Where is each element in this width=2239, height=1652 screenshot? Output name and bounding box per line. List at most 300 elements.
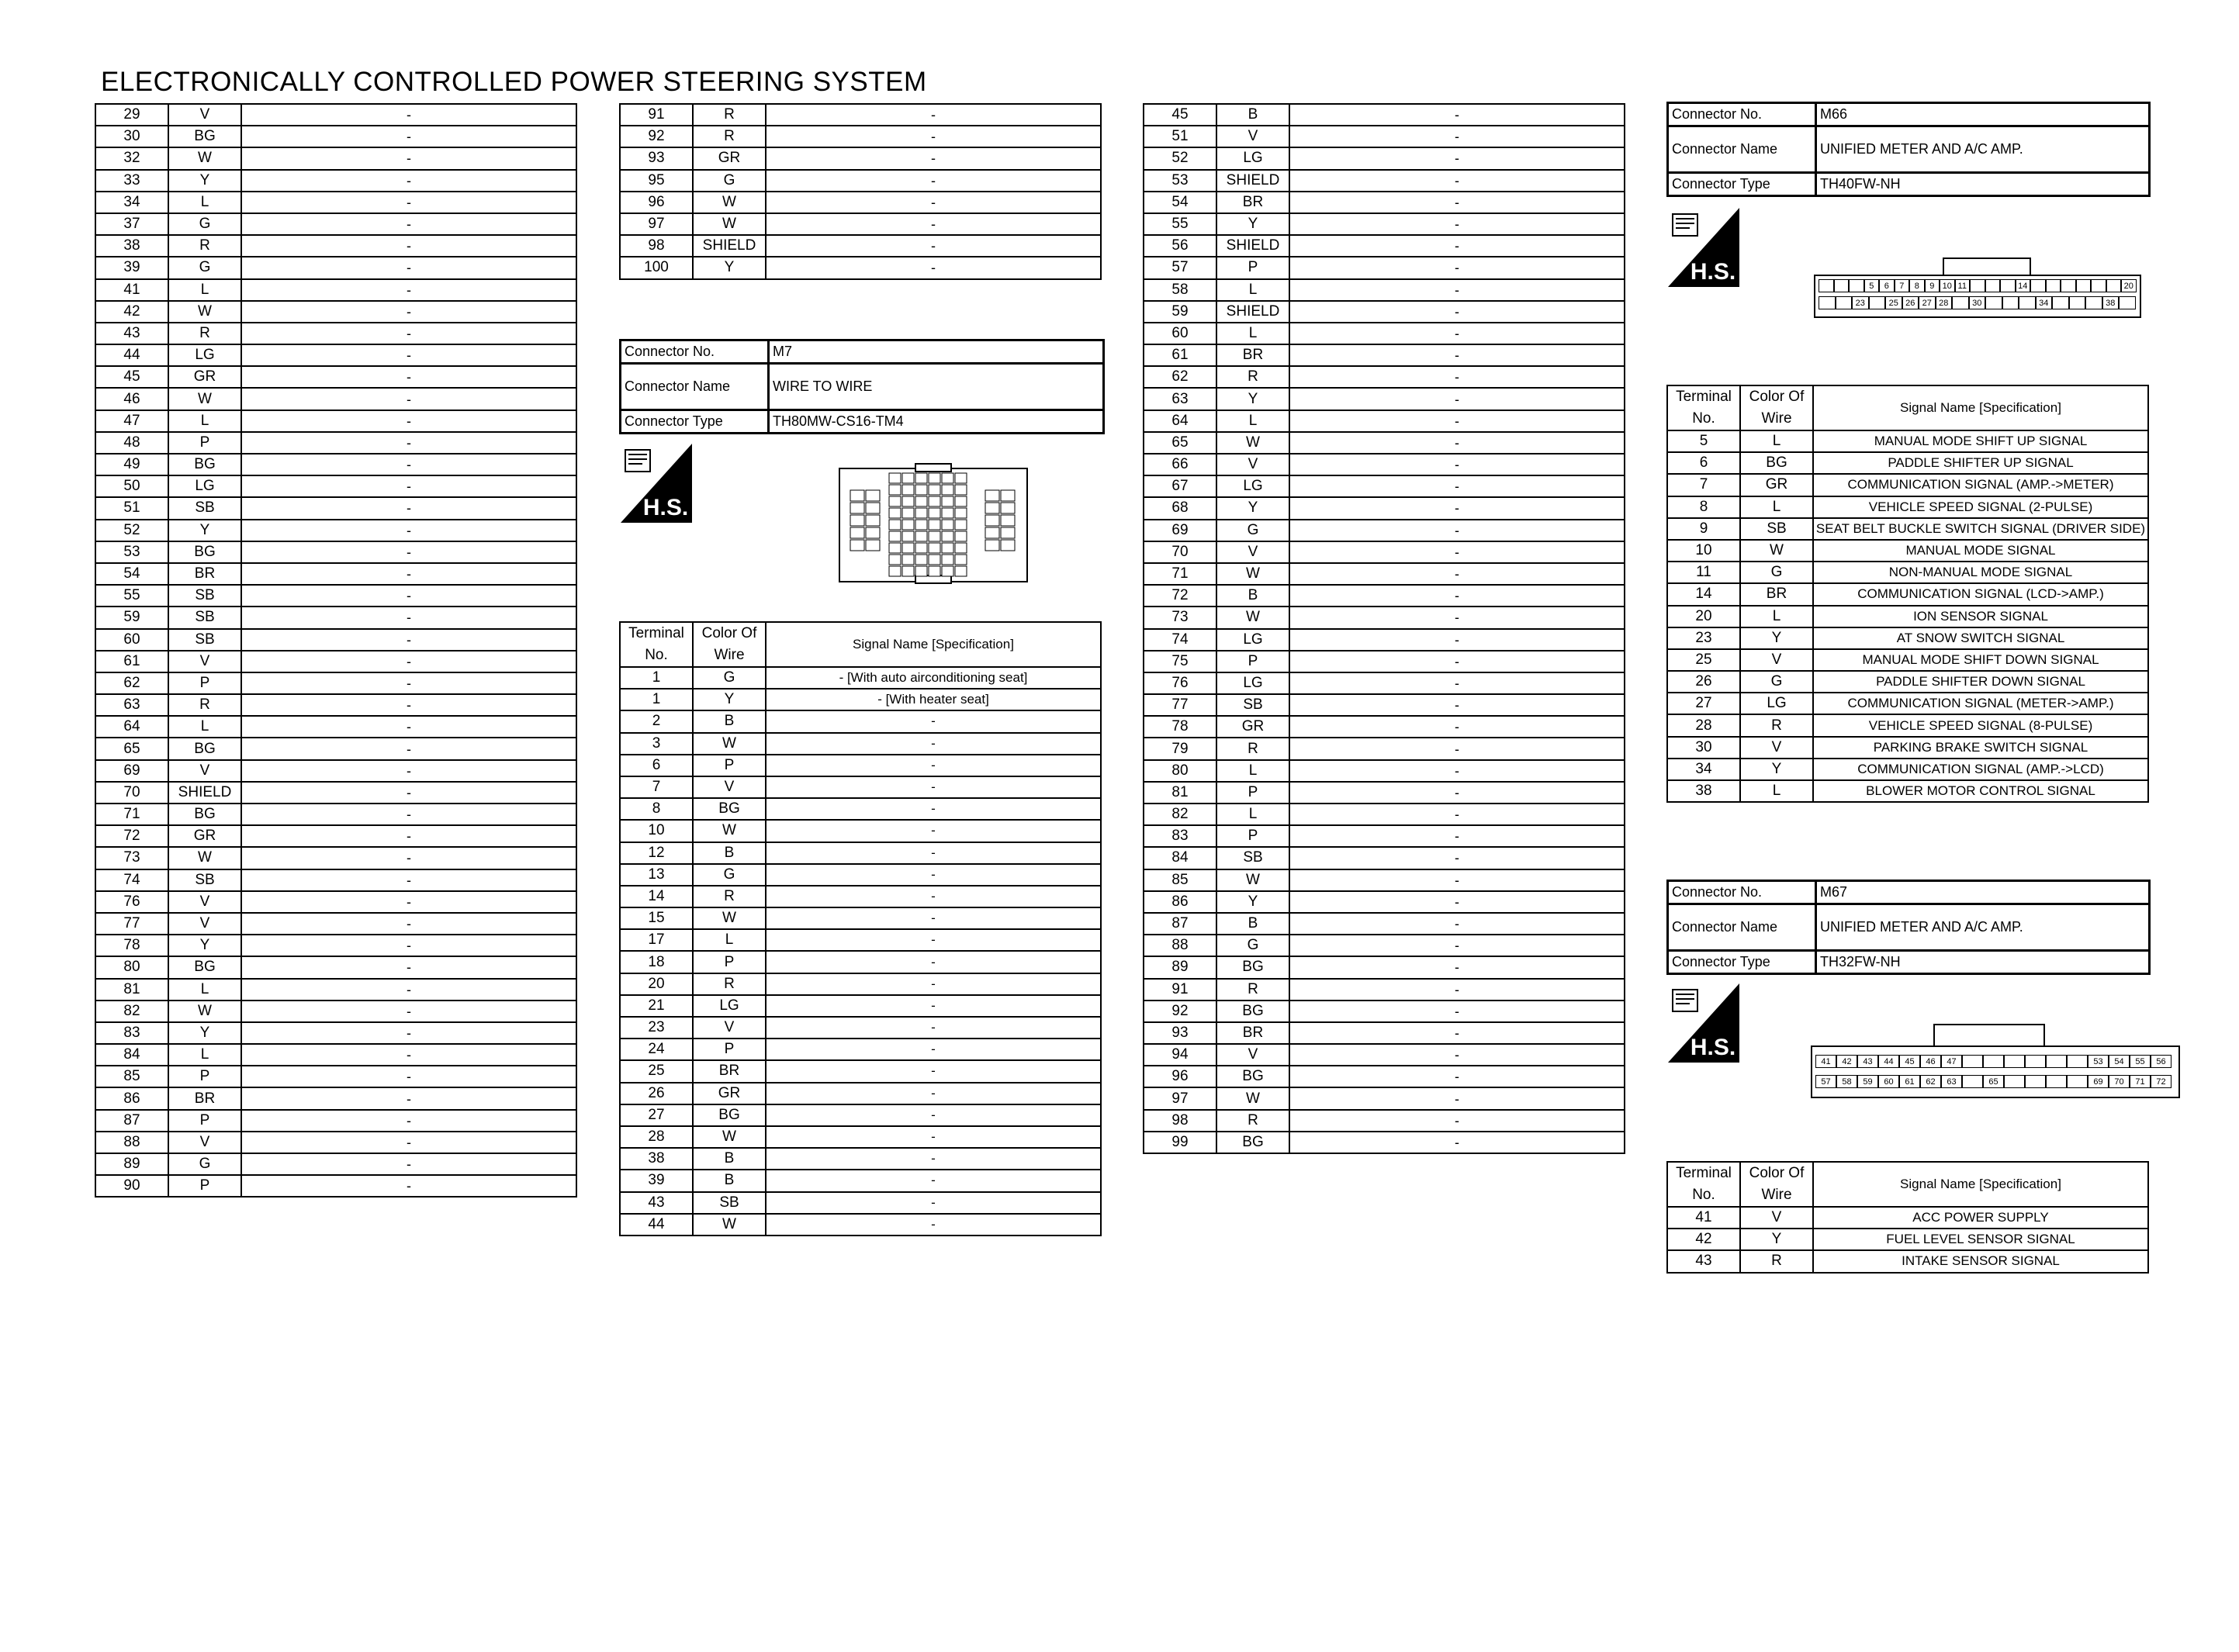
connector-name-value: UNIFIED METER AND A/C AMP.: [1816, 126, 2150, 173]
wire-color-cell: L: [168, 192, 241, 213]
wire-color-cell: GR: [1216, 716, 1289, 738]
connector-pin: [2052, 296, 2069, 309]
signal-name-cell: -: [1289, 672, 1625, 694]
table-row: [1144, 126, 1625, 147]
table-row: [95, 672, 576, 694]
signal-name-cell: -: [766, 710, 1101, 732]
terminal-no-cell: 90: [95, 1175, 168, 1197]
wire-color-cell: G: [1740, 671, 1813, 693]
connector-pin: [1836, 296, 1853, 309]
terminal-no-cell: 43: [1667, 1250, 1740, 1272]
connector-pin: 26: [1902, 296, 1919, 309]
signal-name-cell: -: [241, 891, 576, 913]
connector-pin: 14: [2016, 279, 2031, 292]
table-row: [95, 847, 576, 869]
wire-color-cell: V: [693, 776, 766, 798]
wire-color-cell: L: [1216, 323, 1289, 344]
wire-color-cell: B: [1216, 104, 1289, 126]
table-row: [1144, 825, 1625, 847]
terminal-no-cell: 59: [95, 607, 168, 628]
signal-name-cell: -: [766, 755, 1101, 776]
wire-color-cell: W: [1216, 607, 1289, 628]
terminal-no-cell: 14: [1667, 583, 1740, 605]
terminal-no-cell: 43: [95, 323, 168, 344]
wire-color-cell: V: [693, 1017, 766, 1039]
wire-color-cell: P: [1216, 782, 1289, 804]
wire-color-cell: L: [168, 410, 241, 432]
table-row: [620, 951, 1101, 973]
wire-table: [1666, 1161, 2149, 1274]
signal-name-cell: -: [766, 1170, 1101, 1191]
signal-name-cell: ACC POWER SUPPLY: [1813, 1207, 2148, 1229]
table-row: [1667, 452, 2148, 474]
terminal-no-cell: 93: [620, 147, 693, 169]
signal-name-header: Signal Name [Specification]: [1813, 1162, 2148, 1207]
table-row: [620, 1017, 1101, 1039]
wire-color-cell: L: [1216, 804, 1289, 825]
table-row: [95, 520, 576, 541]
table-row: [95, 344, 576, 366]
terminal-no-cell: 62: [95, 672, 168, 694]
table-row: [620, 886, 1101, 907]
wire-color-cell: L: [1740, 606, 1813, 627]
terminal-no-cell: 3: [620, 733, 693, 755]
connector-pin: 6: [1879, 279, 1895, 292]
signal-name-cell: -: [241, 170, 576, 192]
signal-name-cell: -: [1289, 104, 1625, 126]
table-row: [620, 995, 1101, 1017]
signal-name-cell: -: [241, 847, 576, 869]
table-row: [620, 755, 1101, 776]
signal-name-cell: -: [241, 607, 576, 628]
table-row: [1144, 782, 1625, 804]
wire-table-m67: [1666, 1161, 2149, 1274]
table-row: [620, 798, 1101, 820]
terminal-no-cell: 99: [1144, 1132, 1216, 1153]
terminal-no-cell: 92: [1144, 1001, 1216, 1022]
table-row: [95, 935, 576, 956]
table-row: [620, 1083, 1101, 1104]
terminal-no-cell: 64: [95, 716, 168, 738]
terminal-no-cell: 92: [620, 126, 693, 147]
wire-color-cell: W: [693, 1214, 766, 1236]
wire-color-cell: W: [168, 388, 241, 410]
connector-pin: 5: [1864, 279, 1880, 292]
table-row: [620, 820, 1101, 842]
wire-color-cell: P: [693, 1039, 766, 1060]
terminal-no-cell: 96: [1144, 1066, 1216, 1087]
table-row: [95, 257, 576, 278]
signal-name-cell: -: [1289, 782, 1625, 804]
signal-name-cell: -: [1289, 257, 1625, 278]
connector-type-label: Connector Type: [1668, 951, 1816, 974]
table-row: [620, 973, 1101, 995]
wire-color-cell: Y: [168, 1022, 241, 1044]
signal-name-cell: -: [766, 973, 1101, 995]
wire-color-cell: R: [168, 235, 241, 257]
terminal-no-cell: 73: [1144, 607, 1216, 628]
terminal-no-cell: 28: [620, 1126, 693, 1148]
connector-pin: 38: [2102, 296, 2120, 309]
connector-pin: [2091, 279, 2106, 292]
table-row: [620, 667, 1101, 689]
connector-pin: 27: [1919, 296, 1936, 309]
table-row: [620, 213, 1101, 235]
terminal-no-cell: 83: [95, 1022, 168, 1044]
terminal-no-cell: 38: [620, 1148, 693, 1170]
wire-color-cell: BR: [1216, 1022, 1289, 1044]
wire-color-cell: BR: [693, 1060, 766, 1082]
table-row: [1144, 170, 1625, 192]
connector-no-value: M7: [769, 340, 1104, 364]
terminal-no-cell: 78: [95, 935, 168, 956]
connector-pin: [2002, 296, 2019, 309]
table-row: [1667, 1207, 2148, 1229]
terminal-no-cell: 85: [95, 1066, 168, 1087]
connector-pin: [1819, 296, 1836, 309]
wire-color-cell: W: [693, 907, 766, 929]
table-row: [95, 804, 576, 825]
wire-color-cell: L: [168, 716, 241, 738]
table-row: [1144, 1087, 1625, 1109]
signal-name-cell: -: [241, 738, 576, 759]
table-row: [95, 454, 576, 475]
connector-pin: 34: [2036, 296, 2053, 309]
wire-color-cell: B: [693, 842, 766, 864]
terminal-no-cell: 15: [620, 907, 693, 929]
signal-name-cell: -: [241, 388, 576, 410]
wire-color-cell: P: [1216, 257, 1289, 278]
terminal-no-cell: 72: [1144, 585, 1216, 607]
wire-color-cell: P: [168, 432, 241, 454]
terminal-no-cell: 51: [95, 497, 168, 519]
signal-name-cell: -: [1289, 520, 1625, 541]
table-row: [1144, 104, 1625, 126]
connector-pin: 63: [1941, 1075, 1962, 1088]
signal-name-cell: -: [1289, 716, 1625, 738]
wire-color-cell: Y: [1740, 759, 1813, 780]
terminal-no-cell: 45: [1144, 104, 1216, 126]
table-row: [1144, 301, 1625, 323]
wire-color-cell: R: [1216, 1110, 1289, 1132]
table-row: [95, 388, 576, 410]
connector-no-value: M67: [1816, 881, 2150, 904]
terminal-no-cell: 55: [1144, 213, 1216, 235]
connector-pin: 71: [2130, 1075, 2151, 1088]
terminal-no-cell: 29: [95, 104, 168, 126]
signal-name-cell: -: [241, 213, 576, 235]
terminal-no-cell: 96: [620, 192, 693, 213]
connector-pin: [2004, 1055, 2025, 1068]
signal-name-cell: -: [1289, 956, 1625, 978]
table-row: [1144, 935, 1625, 956]
terminal-no-cell: 91: [1144, 979, 1216, 1001]
signal-name-cell: -: [766, 192, 1101, 213]
signal-name-cell: MANUAL MODE SIGNAL: [1813, 540, 2148, 562]
wire-color-cell: BG: [693, 798, 766, 820]
terminal-no-cell: 67: [1144, 475, 1216, 497]
signal-name-cell: -: [1289, 366, 1625, 388]
signal-name-cell: -: [241, 279, 576, 301]
signal-name-cell: -: [1289, 1044, 1625, 1066]
table-row: [95, 760, 576, 782]
table-row: [95, 1066, 576, 1087]
terminal-no-cell: 20: [620, 973, 693, 995]
wire-color-cell: B: [1216, 585, 1289, 607]
table-row: [620, 842, 1101, 864]
terminal-no-cell: 63: [95, 694, 168, 716]
signal-name-cell: -: [766, 1126, 1101, 1148]
terminal-no-cell: 91: [620, 104, 693, 126]
signal-name-cell: -: [241, 323, 576, 344]
terminal-no-cell: 5: [1667, 430, 1740, 452]
signal-name-cell: -: [766, 820, 1101, 842]
connector-pin: 72: [2151, 1075, 2172, 1088]
signal-name-cell: -: [241, 1110, 576, 1132]
table-row: [1667, 606, 2148, 627]
table-row: [95, 629, 576, 651]
connector-pin: 10: [1940, 279, 1955, 292]
signal-name-cell: -: [766, 1214, 1101, 1236]
terminal-no-cell: 28: [1667, 714, 1740, 736]
signal-name-cell: -: [1289, 804, 1625, 825]
connector-pin: 30: [1969, 296, 1986, 309]
connector-type-label: Connector Type: [1668, 173, 1816, 196]
connector-name-value: UNIFIED METER AND A/C AMP.: [1816, 904, 2150, 951]
connector-pin: [1962, 1055, 1983, 1068]
wire-color-cell: G: [693, 864, 766, 886]
table-row: [1144, 192, 1625, 213]
table-row: [95, 541, 576, 563]
wire-color-cell: V: [168, 1132, 241, 1153]
svg-text:H.S.: H.S.: [642, 495, 689, 520]
connector-pin: [2106, 279, 2122, 292]
terminal-no-cell: 7: [620, 776, 693, 798]
signal-name-cell: -: [241, 825, 576, 847]
terminal-no-cell: 2: [620, 710, 693, 732]
terminal-no-cell: 74: [1144, 629, 1216, 651]
harness-side-icon: [1668, 208, 1739, 287]
table-row: [1144, 475, 1625, 497]
terminal-no-cell: 71: [1144, 563, 1216, 585]
wire-color-cell: SB: [168, 869, 241, 891]
wire-color-cell: V: [1740, 1207, 1813, 1229]
connector-pin: [2019, 296, 2036, 309]
terminal-no-cell: 57: [1144, 257, 1216, 278]
table-row: [1667, 714, 2148, 736]
wire-color-cell: P: [168, 1175, 241, 1197]
signal-name-cell: -: [766, 1060, 1101, 1082]
connector-pin: 11: [1955, 279, 1971, 292]
table-row: [95, 497, 576, 519]
signal-name-cell: SEAT BELT BUCKLE SWITCH SIGNAL (DRIVER SIDE): [1813, 518, 2148, 540]
wire-color-cell: Y: [168, 520, 241, 541]
table-row: [1667, 627, 2148, 649]
wire-color-cell: BG: [168, 541, 241, 563]
table-row: [95, 651, 576, 672]
signal-name-cell: -: [1289, 147, 1625, 169]
signal-name-cell: -: [1289, 497, 1625, 519]
signal-name-cell: INTAKE SENSOR SIGNAL: [1813, 1250, 2148, 1272]
wire-color-cell: R: [1216, 366, 1289, 388]
connector-pin: [2004, 1075, 2025, 1088]
table-row: [95, 1044, 576, 1066]
signal-name-cell: -: [1289, 1001, 1625, 1022]
connector-pin: [2046, 1055, 2067, 1068]
connector-type-label: Connector Type: [621, 410, 769, 434]
table-row: [95, 782, 576, 804]
wire-color-cell: SHIELD: [693, 235, 766, 257]
wire-color-cell: V: [1740, 737, 1813, 759]
table-row: [95, 213, 576, 235]
connector-no-label: Connector No.: [621, 340, 769, 364]
table-row: [620, 907, 1101, 929]
signal-name-cell: -: [766, 170, 1101, 192]
signal-name-cell: -: [241, 454, 576, 475]
table-row: [95, 716, 576, 738]
terminal-no-header: Terminal No.: [620, 622, 693, 667]
signal-name-cell: -: [766, 776, 1101, 798]
wire-color-cell: G: [693, 170, 766, 192]
wire-color-cell: Y: [693, 689, 766, 710]
table-row: [95, 1132, 576, 1153]
terminal-no-cell: 72: [95, 825, 168, 847]
wire-color-cell: V: [1216, 454, 1289, 475]
harness-side-icon: [1668, 983, 1739, 1063]
table-row: [1144, 1044, 1625, 1066]
wire-color-cell: W: [168, 1001, 241, 1022]
wire-color-cell: W: [693, 192, 766, 213]
terminal-no-cell: 41: [95, 279, 168, 301]
terminal-no-cell: 39: [620, 1170, 693, 1191]
wire-color-cell: W: [1740, 540, 1813, 562]
terminal-no-cell: 69: [1144, 520, 1216, 541]
table-row: [620, 1192, 1101, 1214]
wire-color-cell: SHIELD: [1216, 301, 1289, 323]
table-row: [620, 235, 1101, 257]
signal-name-cell: -: [1289, 629, 1625, 651]
terminal-no-cell: 61: [95, 651, 168, 672]
wire-table: [1666, 385, 2149, 803]
connector-pin: [2119, 296, 2136, 309]
wire-color-cell: BR: [1740, 583, 1813, 605]
svg-text:H.S.: H.S.: [1690, 1035, 1736, 1060]
signal-name-cell: -: [241, 432, 576, 454]
table-row: [620, 1104, 1101, 1126]
signal-name-cell: -: [241, 563, 576, 585]
terminal-no-cell: 66: [1144, 454, 1216, 475]
terminal-no-cell: 82: [95, 1001, 168, 1022]
connector-m66-diagram: [1814, 257, 2141, 320]
signal-name-cell: -: [1289, 344, 1625, 366]
signal-name-cell: MANUAL MODE SHIFT DOWN SIGNAL: [1813, 649, 2148, 671]
table-row: [1667, 649, 2148, 671]
table-row: [620, 170, 1101, 192]
signal-name-cell: BLOWER MOTOR CONTROL SIGNAL: [1813, 780, 2148, 802]
signal-name-cell: -: [1289, 563, 1625, 585]
terminal-no-cell: 84: [1144, 847, 1216, 869]
signal-name-cell: -: [241, 694, 576, 716]
table-row: [1144, 497, 1625, 519]
table-row: [95, 1001, 576, 1022]
terminal-no-header: Terminal No.: [1667, 1162, 1740, 1207]
signal-name-cell: -: [241, 629, 576, 651]
terminal-no-cell: 23: [620, 1017, 693, 1039]
svg-text:H.S.: H.S.: [1690, 259, 1736, 285]
wire-color-cell: L: [1740, 780, 1813, 802]
terminal-no-cell: 53: [95, 541, 168, 563]
table-row: [620, 864, 1101, 886]
wire-color-cell: SHIELD: [1216, 170, 1289, 192]
table-row: [1144, 847, 1625, 869]
table-row: [1667, 518, 2148, 540]
wire-color-cell: GR: [693, 1083, 766, 1104]
terminal-no-cell: 26: [1667, 671, 1740, 693]
wire-color-cell: W: [168, 847, 241, 869]
table-row: [620, 689, 1101, 710]
terminal-no-cell: 23: [1667, 627, 1740, 649]
wire-color-cell: B: [1216, 913, 1289, 935]
table-row: [1144, 760, 1625, 782]
terminal-no-cell: 10: [620, 820, 693, 842]
wire-color-cell: R: [1216, 979, 1289, 1001]
connector-pin: 54: [2109, 1055, 2130, 1068]
table-row: [95, 869, 576, 891]
terminal-no-cell: 46: [95, 388, 168, 410]
terminal-no-cell: 11: [1667, 562, 1740, 583]
wire-color-cell: P: [1216, 825, 1289, 847]
signal-name-cell: -: [241, 782, 576, 804]
terminal-no-cell: 77: [95, 913, 168, 935]
wire-color-cell: LG: [1216, 629, 1289, 651]
wire-table: [619, 621, 1102, 1236]
wire-color-cell: BG: [168, 454, 241, 475]
signal-name-cell: FUEL LEVEL SENSOR SIGNAL: [1813, 1229, 2148, 1250]
wire-table: [1143, 103, 1625, 1154]
wire-color-cell: SB: [693, 1192, 766, 1214]
connector-pin: [2085, 296, 2102, 309]
table-row: [1144, 1110, 1625, 1132]
signal-name-cell: -: [766, 929, 1101, 951]
terminal-no-cell: 71: [95, 804, 168, 825]
signal-name-cell: -: [241, 344, 576, 366]
connector-info-m67: [1666, 880, 2151, 975]
table-row: [1667, 780, 2148, 802]
table-row: [1667, 671, 2148, 693]
wire-color-cell: LG: [1740, 693, 1813, 714]
connector-pin: [2076, 279, 2092, 292]
table-row: [1144, 366, 1625, 388]
signal-name-cell: -: [766, 1104, 1101, 1126]
connector-pin: 20: [2121, 279, 2137, 292]
terminal-no-cell: 18: [620, 951, 693, 973]
wire-color-cell: P: [693, 951, 766, 973]
connector-pin: [1869, 296, 1886, 309]
table-row: [620, 1148, 1101, 1170]
connector-pin: [2061, 279, 2076, 292]
wire-color-cell: L: [1740, 430, 1813, 452]
wire-color-cell: P: [168, 1066, 241, 1087]
signal-name-cell: -: [1289, 585, 1625, 607]
wire-color-cell: BG: [168, 804, 241, 825]
connector-pin: 9: [1925, 279, 1940, 292]
wire-table-m66: [1666, 385, 2149, 803]
table-row: [95, 104, 576, 126]
signal-name-cell: -: [1289, 979, 1625, 1001]
wire-color-cell: V: [1740, 649, 1813, 671]
signal-name-cell: -: [241, 497, 576, 519]
connector-m7-diagram: [838, 462, 1029, 586]
